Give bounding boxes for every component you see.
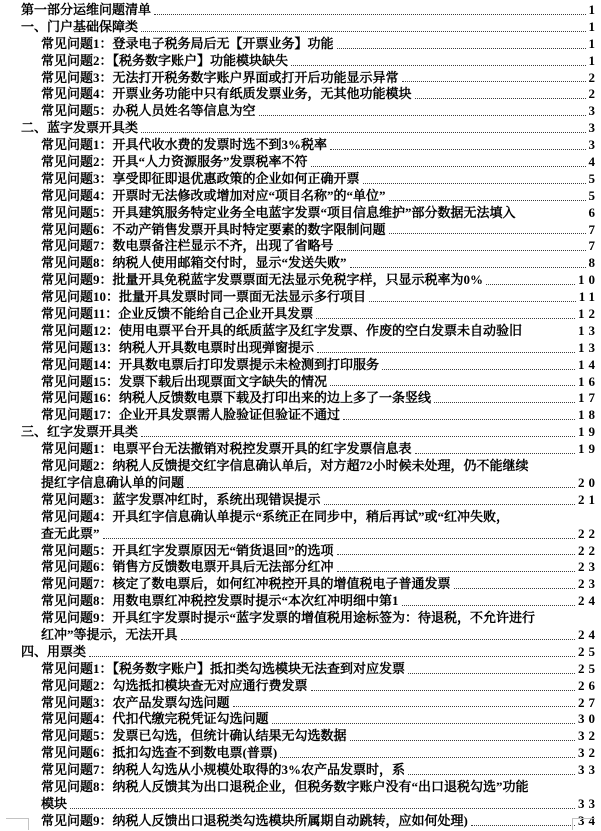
toc-entry[interactable] — [0, 53, 601, 70]
toc-item-title: 常见问题1：开具代收水费的发票时选不到3%税率 — [41, 137, 328, 153]
toc-item-title: 常见问题17：企业开具发票需人脸验证但验证不通过 — [41, 407, 341, 423]
toc-item-title: 常见问题16：纳税人反馈数电票下载及打印出来的边上多了一条竖线 — [41, 390, 432, 406]
page-number: 13 — [578, 322, 599, 338]
dot-leader — [486, 284, 575, 285]
page-margin-mark-left — [6, 818, 29, 830]
dot-leader — [415, 453, 575, 454]
dot-leader — [272, 723, 575, 724]
dot-leader — [330, 149, 585, 150]
toc-item-title: 查无此票” — [41, 525, 100, 541]
toc-entry[interactable] — [0, 796, 601, 813]
toc-item-title: 常见问题15：发票下载后出现票面文字缺失的情况 — [41, 373, 328, 389]
toc-item-title: 常见问题2：【税务数字账户】功能模块缺失 — [41, 52, 289, 68]
toc-entry[interactable] — [0, 509, 601, 526]
dot-leader — [187, 487, 575, 488]
toc-entry[interactable] — [0, 36, 601, 53]
page-number: 17 — [578, 390, 599, 406]
dot-leader — [181, 639, 575, 640]
dot-leader — [389, 200, 586, 201]
toc-item-title: 常见问题4：开票时无法修改或增加对应“项目名称”的“单位” — [41, 187, 386, 203]
toc-item-title: 常见问题6：销售方反馈数电票开具后无法部分红冲 — [41, 559, 334, 575]
toc-entry[interactable] — [0, 390, 601, 407]
toc-item-title: 常见问题8：纳税人使用邮箱交付时，显示“发送失败” — [41, 255, 347, 271]
page-number: 7 — [588, 238, 599, 254]
dot-leader — [350, 740, 575, 741]
page-number: 19 — [578, 424, 599, 440]
toc-entry[interactable] — [0, 526, 601, 543]
toc-entry[interactable] — [0, 458, 601, 475]
toc-item-title: 常见问题9：纳税人反馈出口退税类勾选模块所属期自动跳转，应如何处理) — [41, 812, 468, 828]
page-margin-mark-right — [572, 818, 595, 830]
dot-leader — [343, 419, 575, 420]
page-number: 1 — [588, 35, 599, 51]
page-number: 5 — [588, 170, 599, 186]
page-number: 10 — [578, 272, 599, 288]
toc-entry[interactable] — [0, 678, 601, 695]
toc-entry[interactable] — [0, 441, 601, 458]
page-number: 7 — [588, 221, 599, 237]
toc-entry[interactable] — [0, 762, 601, 779]
dot-leader — [434, 402, 575, 403]
toc-item-title: 常见问题8：纳税人反馈其为出口退税企业，但税务数字账户没有“出口退税勾选”功能 — [41, 778, 529, 794]
dot-leader — [154, 14, 585, 15]
dot-leader — [280, 757, 575, 758]
page-number: 20 — [578, 474, 599, 490]
toc-section-title: 第一部分运维问题清单 — [21, 2, 152, 17]
page-number: 1 — [588, 2, 599, 17]
dot-leader — [454, 588, 575, 589]
toc-entry[interactable] — [0, 255, 601, 272]
toc-entry[interactable] — [0, 813, 601, 830]
page-number: 22 — [578, 525, 599, 541]
page-number: 32 — [578, 728, 599, 744]
toc-entry[interactable] — [0, 576, 601, 593]
toc-item-title: 常见问题9：批量开具免税蓝字发票票面无法显示免税字样，只显示税率为0% — [41, 272, 484, 288]
toc-entry[interactable] — [0, 19, 601, 36]
toc-entry[interactable] — [0, 272, 601, 289]
page-number: 18 — [578, 407, 599, 423]
toc-entry[interactable] — [0, 120, 601, 137]
dot-leader — [316, 318, 575, 319]
toc-entry[interactable] — [0, 728, 601, 745]
dot-leader — [369, 301, 576, 302]
dot-leader — [337, 48, 586, 49]
dot-leader — [389, 233, 586, 234]
toc-item-title: 常见问题3：农产品发票勾选问题 — [41, 694, 230, 710]
toc-entry[interactable] — [0, 103, 601, 120]
toc-item-title: 常见问题2：勾选抵扣模块查无对应通行费发票 — [41, 677, 308, 693]
dot-leader — [317, 352, 575, 353]
dot-leader — [259, 115, 586, 116]
dot-leader — [89, 656, 575, 657]
page-number: 27 — [578, 694, 599, 710]
toc-item-title: 常见问题5：开具红字发票原因无“销货退回”的选项 — [41, 542, 334, 558]
toc-entry[interactable] — [0, 695, 601, 712]
toc-item-title: 常见问题5：开具建筑服务特定业务全电蓝字发票“项目信息维护”部分数据无法填入 — [41, 204, 516, 220]
toc-item-title: 常见问题8：用数电票红冲税控发票时提示“本次红冲明细中第1 — [41, 593, 399, 609]
toc-entry[interactable] — [0, 661, 601, 678]
dot-leader — [141, 132, 585, 133]
toc-entry[interactable] — [0, 779, 601, 796]
page-number: 33 — [578, 762, 599, 778]
toc-item-title: 常见问题4：开具红字信息确认单提示“系统正在同步中，稍后再试”或“红冲失败， — [41, 508, 510, 524]
toc-entry[interactable] — [0, 627, 601, 644]
toc-item-title: 常见问题1：电票平台无法撤销对税控发票开具的红字发票信息表 — [41, 441, 412, 457]
dot-leader — [311, 166, 586, 167]
dot-leader — [408, 673, 575, 674]
toc-item-title: 常见问题11：企业反馈不能给自己企业开具发票 — [41, 306, 314, 322]
page-number: 25 — [578, 660, 599, 676]
dot-leader — [330, 385, 575, 386]
dot-leader — [324, 504, 575, 505]
toc-item-title: 常见问题5：发票已勾选，但统计确认结果无勾选数据 — [41, 728, 347, 744]
page-number: 34 — [578, 812, 599, 828]
page-number: 19 — [578, 441, 599, 457]
page-number: 8 — [588, 255, 599, 271]
page-number: 26 — [578, 677, 599, 693]
toc-entry[interactable] — [0, 2, 601, 19]
toc-item-title: 常见问题6：不动产销售发票开具时特定要素的数字限制问题 — [41, 221, 386, 237]
page-number: 13 — [578, 339, 599, 355]
page-number: 23 — [578, 559, 599, 575]
toc-entry[interactable] — [0, 745, 601, 762]
dot-leader — [141, 436, 575, 437]
toc-entry[interactable] — [0, 357, 601, 374]
toc-section-title: 二、蓝字发票开具类 — [21, 120, 139, 136]
page-number: 3 — [588, 137, 599, 153]
page-number: 6 — [588, 204, 599, 220]
toc-item-title: 常见问题10：批量开具发票时同一票面无法显示多行项目 — [41, 289, 367, 305]
toc-item-title: 常见问题1：【税务数字账户】抵扣类勾选模块无法查到对应发票 — [41, 660, 406, 676]
toc-item-title: 常见问题7：核定了数电票后，如何红冲税控开具的增值税电子普通发票 — [41, 576, 451, 592]
toc-entry[interactable] — [0, 543, 601, 560]
toc-entry[interactable] — [0, 289, 601, 306]
toc-entry[interactable] — [0, 340, 601, 357]
page-number: 30 — [578, 711, 599, 727]
page-number: 21 — [578, 491, 599, 507]
toc-entry[interactable] — [0, 374, 601, 391]
toc-entry[interactable] — [0, 154, 601, 171]
toc-item-title: 提红字信息确认单的问题 — [41, 474, 185, 490]
page-number: 1 — [588, 52, 599, 68]
toc-entry[interactable] — [0, 171, 601, 188]
toc-item-title: 常见问题3：无法打开税务数字账户界面或打开后功能显示异常 — [41, 69, 399, 85]
toc-entry[interactable] — [0, 610, 601, 627]
toc-entry[interactable] — [0, 137, 601, 154]
page-number: 25 — [578, 643, 599, 659]
toc-item-title: 常见问题7：纳税人勾选从小规模处取得的3%农产品发票时，系 — [41, 762, 406, 778]
toc-item-title: 常见问题6：抵扣勾选查不到数电票(普票) — [41, 745, 278, 761]
toc-entry[interactable] — [0, 222, 601, 239]
toc-item-title: 常见问题12：使用电票平台开具的纸质蓝字及红字发票、作废的空白发票未自动验旧 — [41, 322, 523, 338]
toc-entry[interactable] — [0, 711, 601, 728]
toc-item-title: 常见问题4：开票业务功能中只有纸质发票业务，无其他功能模块 — [41, 86, 412, 102]
toc-entry[interactable] — [0, 238, 601, 255]
page-number: 24 — [578, 626, 599, 642]
dot-leader — [291, 65, 585, 66]
dot-leader — [382, 369, 575, 370]
page-number: 33 — [578, 795, 599, 811]
page-number: 14 — [578, 356, 599, 372]
page-number: 23 — [578, 576, 599, 592]
page-number: 12 — [578, 306, 599, 322]
page-number: 3 — [588, 120, 599, 136]
page-number: 32 — [578, 745, 599, 761]
toc-entry[interactable] — [0, 70, 601, 87]
page-number: 16 — [578, 373, 599, 389]
toc-entry[interactable] — [0, 86, 601, 103]
dot-leader — [471, 825, 575, 826]
dot-leader — [350, 267, 586, 268]
toc-section-title: 三、红字发票开具类 — [21, 424, 139, 440]
toc-item-title: 常见问题4：代扣代缴完税凭证勾选问题 — [41, 711, 269, 727]
dot-leader — [337, 571, 575, 572]
dot-leader — [337, 250, 586, 251]
toc-item-title: 常见问题1：登录电子税务局后无【开票业务】功能 — [41, 35, 334, 51]
dot-leader — [363, 183, 586, 184]
dot-leader — [415, 98, 586, 99]
dot-leader — [402, 81, 586, 82]
toc-item-title: 常见问题2：开具“人力资源服务”发票税率不符 — [41, 154, 308, 170]
toc-entry[interactable] — [0, 644, 601, 661]
toc-item-title: 常见问题5：办税人员姓名等信息为空 — [41, 103, 256, 119]
toc-entry[interactable] — [0, 323, 601, 340]
dot-leader — [141, 31, 585, 32]
dot-leader — [311, 690, 575, 691]
dot-leader — [103, 538, 575, 539]
toc-entry[interactable] — [0, 188, 601, 205]
toc-section-title: 四、用票类 — [21, 643, 87, 659]
dot-leader — [337, 554, 575, 555]
toc-item-title: 常见问题9：开具红字发票时提示“蓝字发票的增值税用途标签为：待退税，不允许进行 — [41, 610, 536, 626]
toc-item-title: 常见问题2：纳税人反馈提交红字信息确认单后，对方超72小时候未处理，仍不能继续 — [41, 458, 529, 474]
page-number: 11 — [578, 289, 599, 305]
toc-section-title: 一、门户基础保障类 — [21, 18, 139, 34]
toc-entry[interactable] — [0, 205, 601, 222]
toc-item-title: 红冲”等提示，无法开具 — [41, 626, 178, 642]
page-number: 3 — [588, 103, 599, 119]
page-number: 2 — [588, 86, 599, 102]
toc-item-title: 模块 — [41, 795, 68, 811]
toc-entry[interactable] — [0, 593, 601, 610]
toc-entry[interactable] — [0, 559, 601, 576]
toc-item-title: 常见问题13：纳税人开具数电票时出现弹窗提示 — [41, 339, 315, 355]
page-number: 1 — [588, 18, 599, 34]
toc-item-title: 常见问题3：蓝字发票冲红时，系统出现错误提示 — [41, 491, 321, 507]
dot-leader — [402, 605, 575, 606]
toc-entry[interactable] — [0, 475, 601, 492]
toc-entry[interactable] — [0, 306, 601, 323]
toc-entry[interactable] — [0, 492, 601, 509]
toc-entry[interactable] — [0, 424, 601, 441]
page-number: 2 — [588, 69, 599, 85]
page-number: 5 — [588, 187, 599, 203]
toc-item-title: 常见问题7：数电票备注栏显示不齐，出现了省略号 — [41, 238, 334, 254]
page-number: 24 — [578, 593, 599, 609]
dot-leader — [408, 774, 575, 775]
toc-entry[interactable] — [0, 407, 601, 424]
toc-item-title: 常见问题3：享受即征即退优惠政策的企业如何正确开票 — [41, 170, 360, 186]
page-number: 22 — [578, 542, 599, 558]
dot-leader — [70, 808, 575, 809]
page-number: 4 — [588, 154, 599, 170]
toc-item-title: 常见问题14：开具数电票后打印发票提示未检测到打印服务 — [41, 356, 380, 372]
dot-leader — [233, 706, 575, 707]
